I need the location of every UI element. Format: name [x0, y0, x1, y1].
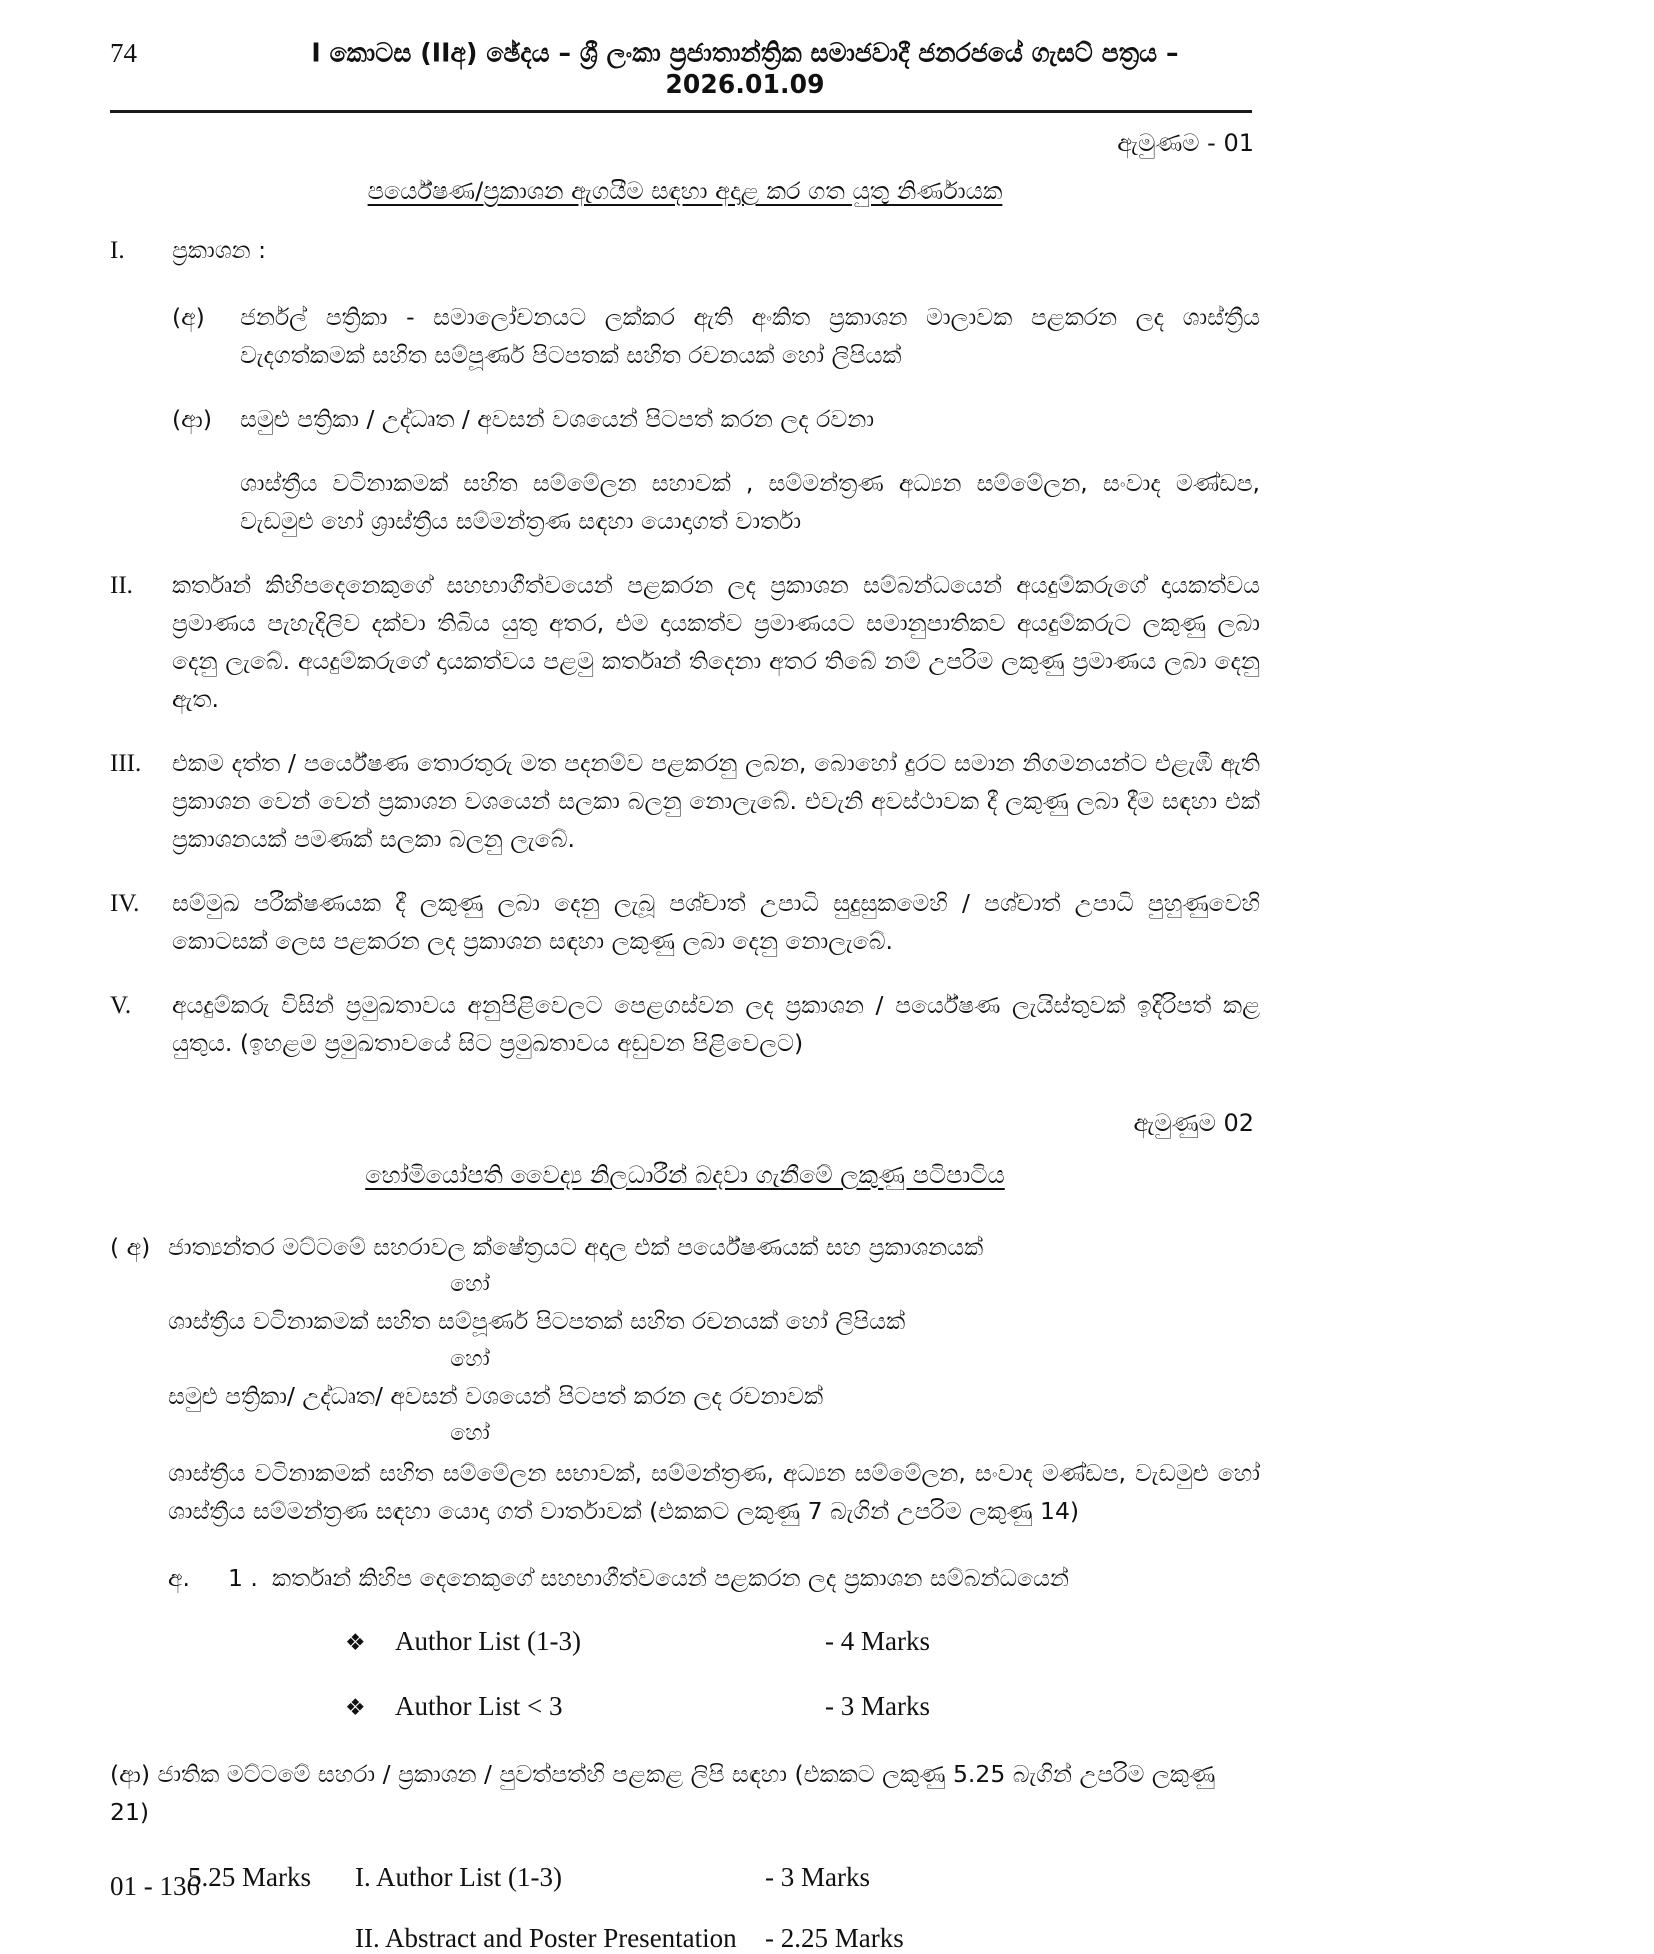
table-row — [110, 1923, 1260, 1954]
page-content — [110, 0, 1260, 1954]
annex-2-label: ඇමුණුම 02 — [1133, 1108, 1254, 1137]
bullet-label: Author List < 3 — [395, 1691, 563, 1722]
bullet-row-author-list-lt-3 — [110, 1691, 1260, 1722]
list-item-roman-5 — [110, 986, 1260, 1062]
list-text: ජාත්‍යන්තර මට්ටමේ සහරාවල ක්ෂේත්‍රයට අදාල එක් පර්යේෂණයක් සහ ප්‍රකාශනයක් — [168, 1232, 984, 1261]
list-marker-letter: අ. — [168, 1564, 190, 1593]
bullet-row-author-list-1-3 — [110, 1626, 1260, 1657]
header-divider — [110, 110, 1252, 113]
list-text: සම්මුඛ පරීක්ෂණයක දී ලකුණු ලබා දෙනු ලැබූ පශ්චාත් උපාධි සුදුසුකමෙහි / පශ්චාත් උපාධි පුහුණුවෙහි කොටසක් ලෙස පළකරන ලද ප්‍රකාශන සඳහා ලකුණු ලබා දෙනු නොලැබේ. — [172, 889, 1260, 956]
diamond-bullet-icon: ❖ — [345, 1630, 366, 1657]
diamond-bullet-icon: ❖ — [345, 1695, 366, 1722]
list-item-roman-2 — [110, 566, 1260, 718]
list-marker: III. — [110, 750, 142, 778]
annex-2-final-option: ශාස්ත්‍රීය වටිනාකමක් සහිත සම්මේලන සභාවක්, සම්මන්ත්‍රණ, අධ්‍යන සම්මේලන, සංවාද මණ්ඩප, වැඩමුළු හෝ ශාස්ත්‍රීය සම්මන්ත්‍රණ සඳහා යොදා ගත් වාර්තාවක් (එකකට ලකුණු 7 බැගින් උපරිම ලකුණු 14) — [168, 1459, 1260, 1526]
marks-amount: - 3 Marks — [765, 1861, 870, 1892]
footer-reference: 01 - 136 — [110, 1871, 200, 1901]
list-marker: IV. — [110, 890, 140, 918]
annex-1-heading — [110, 177, 1260, 205]
marks-table — [110, 1862, 1260, 1954]
or-separator-2: හෝ — [450, 1346, 490, 1372]
annex-2-option-a — [110, 1229, 1260, 1267]
list-item-roman-4 — [110, 884, 1260, 960]
marks-label: II. Abstract and Poster Presentation — [355, 1922, 737, 1953]
list-marker: V. — [110, 992, 132, 1020]
bullet-marks: - 4 Marks — [825, 1626, 930, 1657]
page-number: 74 — [110, 38, 137, 68]
list-item-letter-a — [110, 298, 1260, 374]
annex-1-heading-text: පර්යේෂණ/ප්‍රකාශන ඇගයීම සඳහා අදාළ කර ගත යුතු නිර්ණායක — [367, 177, 1003, 205]
or-separator-3: හෝ — [450, 1421, 490, 1447]
list-text: ප්‍රකාශන : — [172, 236, 266, 264]
list-marker-number: 1 . — [228, 1564, 258, 1593]
list-item-roman-1 — [110, 231, 1260, 272]
annex-2-national-level-line: (ආ) ජාතික මට්ටමේ සහරා / ප්‍රකාශන / පුවත්පත්හි පළකළ ලිපි සඳහා (එකකට ලකුණු 5.25 බැගින් උපරිම ලකුණු 21) — [110, 1760, 1216, 1826]
list-marker: ( අ) — [110, 1232, 151, 1261]
bullet-marks: - 3 Marks — [825, 1691, 930, 1722]
list-text: කර්තෘන් කිහිප දෙනෙකුගේ සහභාගීත්වයෙන් පළකරන ලද ප්‍රකාශන සම්බන්ධයෙන් — [272, 1564, 1069, 1593]
list-text: අයදුම්කරු විසින් ප්‍රමුඛතාවය අනුපිළිවෙලට පෙළගස්වන ලද ප්‍රකාශන / පර්යේෂණ ලැයිස්තුවක් ඉදිරිපත් කළ යුතුය. (ඉහළම ප්‍රමුඛතාවයේ සිට ප්‍රමුඛතාවය අඩුවන පිළිවෙලට) — [172, 991, 1260, 1058]
gazette-title: I කොටස (IIඅ) ඡේදය – ශ්‍රී ලංකා ප්‍රජාතාන්ත්‍රික සමාජවාදී ජනරජයේ ගැසට් පත්‍රය – 2026.01.09 — [311, 37, 1179, 100]
list-marker: I. — [110, 237, 125, 264]
list-marker: (ආ) — [172, 404, 213, 433]
list-text: සමුළු පත්‍රිකා / උද්ධෘත / අවසන් වශයෙන් පිටපත් කරන ලද රවනා — [240, 404, 875, 433]
annex-2-heading-text: හෝමියෝපති වෛද්‍ය නිලධාරීන් බදවා ගැනීමේ ලකුණු පටිපාටිය — [365, 1160, 1005, 1189]
annex-2-sub-a — [110, 1564, 1260, 1592]
or-separator-1: හෝ — [450, 1272, 490, 1298]
annex-2-option-line-1: ශාස්ත්‍රීය වටිනාකමක් සහිත සම්පූර්ණ පිටපතක් සහිත රචනයක් හෝ ලිපියක් — [168, 1307, 906, 1336]
page-header — [110, 0, 1260, 98]
list-text: ජර්නල් පත්‍රිකා - සමාලෝචනයට ලක්කර ඇති අංකිත ප්‍රකාශන මාලාවක පළකරන ලද ශාස්ත්‍රීය වැදගත්කමක් සහිත සම්පූර්ණ පිටපතක් සහිත රචනයක් හෝ ලිපියක් — [240, 302, 1260, 369]
annex-2-heading — [110, 1161, 1260, 1189]
list-marker: (අ) — [172, 302, 205, 331]
list-item-letter-aa-continuation: ශාස්ත්‍රීය වටිනාකමක් සහිත සම්මේලන සහාවක් , සම්මන්ත්‍රණ අධ්‍යන සම්මේලන, සංවාද මණ්ඩප, වැඩමුළු හෝ ශ්‍රාස්ත්‍රීය සම්මන්ත්‍රණ සඳහා යොදාගත් වාර්තා — [240, 468, 1260, 535]
annex-2-option-line-2: සමුළු පත්‍රිකා/ උද්ධෘත/ අවසන් වශයෙන් පිටපත් කරන ලද රචනාවක් — [168, 1381, 824, 1410]
bullet-label: Author List (1-3) — [395, 1626, 581, 1657]
table-row — [110, 1862, 1260, 1893]
list-item-letter-aa — [110, 400, 1260, 438]
marks-value: 5.25 Marks — [188, 1861, 311, 1892]
marks-label: I. Author List (1-3) — [355, 1861, 562, 1892]
marks-amount: - 2.25 Marks — [765, 1922, 904, 1953]
list-item-roman-3 — [110, 744, 1260, 858]
list-text: එකම දත්ත / පර්යේෂණ තොරතුරු මත පදනම්ව පළකරනු ලබන, බොහෝ දුරට සමාන නිගමනයන්ට එළැඹී ඇති ප්‍රකාශන වෙන් වෙන් ප්‍රකාශන වශයෙන් සලකා බලනු නොලැබේ. එවැනි අවස්ථාවක දී ලකුණු ලබා දීම සඳහා එක් ප්‍රකාශනයක් පමණක් සලකා බලනු ලැබේ. — [172, 749, 1260, 854]
list-marker: II. — [110, 571, 133, 599]
list-text: කර්තෘන් කිහිපදෙනෙකුගේ සහභාගීත්වයෙන් පළකරන ලද ප්‍රකාශන සම්බන්ධයෙන් අයදුම්කරුගේ දායකත්වය ප්‍රමාණය පැහැදිලිව දක්වා තිබිය යුතු අතර, එම දායකත්ව ප්‍රමාණයට සමානුපාතිකව අයදුම්කරුට ලකුණු ලබා දෙනු ලැබේ. අයදුම්කරුගේ දායකත්වය පළමු කර්තෘන් තිදෙනා අතර තිබේ නම් උපරිම ලකුණු ප්‍රමාණය ලබා දෙනු ඇත. — [172, 570, 1260, 713]
annex-1-label: ඇමුණම - 01 — [1117, 129, 1254, 157]
